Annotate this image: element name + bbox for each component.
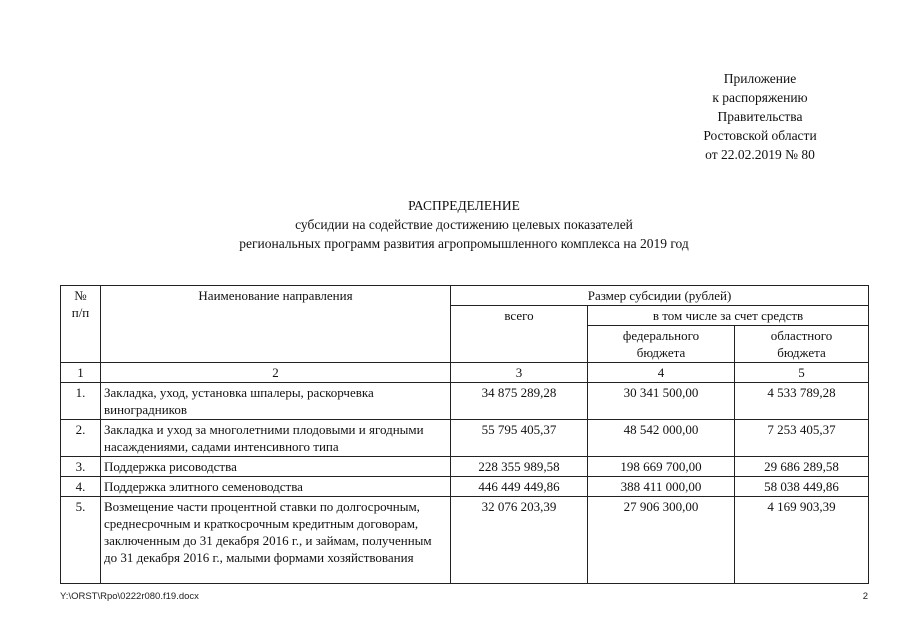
header-name-cell: Наименование направления bbox=[101, 286, 451, 363]
row-num-cell: 3. bbox=[61, 457, 101, 477]
column-number-cell: 4 bbox=[588, 363, 735, 383]
header-num-line: № bbox=[74, 288, 87, 303]
row-name-cell: Поддержка рисоводства bbox=[101, 457, 451, 477]
table-header-row bbox=[61, 286, 869, 306]
table-row bbox=[61, 383, 869, 420]
table-row bbox=[61, 420, 869, 457]
row-total-cell: 446 449 449,86 bbox=[451, 477, 588, 497]
row-federal-cell: 388 411 000,00 bbox=[588, 477, 735, 497]
row-num-cell: 5. bbox=[61, 497, 101, 584]
row-total-cell: 32 076 203,39 bbox=[451, 497, 588, 584]
row-num-cell: 1. bbox=[61, 383, 101, 420]
header-federal-line: бюджета bbox=[636, 345, 686, 360]
document-subtitle-line: региональных программ развития агропромышленного комплекса на 2019 год bbox=[239, 236, 689, 251]
row-federal-cell: 198 669 700,00 bbox=[588, 457, 735, 477]
row-federal-cell: 30 341 500,00 bbox=[588, 383, 735, 420]
row-total-cell: 55 795 405,37 bbox=[451, 420, 588, 457]
row-federal-cell: 48 542 000,00 bbox=[588, 420, 735, 457]
footer-file-path: Y:\ORST\Rpo\0222r080.f19.docx bbox=[60, 591, 199, 602]
row-regional-cell: 7 253 405,37 bbox=[735, 420, 869, 457]
row-regional-cell: 29 686 289,58 bbox=[735, 457, 869, 477]
document-title: РАСПРЕДЕЛЕНИЕ bbox=[408, 198, 520, 213]
row-num-cell: 4. bbox=[61, 477, 101, 497]
appendix-line: от 22.02.2019 № 80 bbox=[705, 147, 815, 162]
row-name-cell: Поддержка элитного семеноводства bbox=[101, 477, 451, 497]
row-federal-cell: 27 906 300,00 bbox=[588, 497, 735, 584]
footer-page-number: 2 bbox=[862, 591, 868, 602]
header-total-cell: всего bbox=[451, 306, 588, 363]
row-total-cell: 34 875 289,28 bbox=[451, 383, 588, 420]
row-name-cell: Возмещение части процентной ставки по долгосрочным, среднесрочным и краткосрочным кредитным договорам, заключенным до 31 декабря 2016 г., и займам, полученным до 31 декабря 2016 г., малыми формами хозяйствования bbox=[101, 497, 451, 584]
row-regional-cell: 4 533 789,28 bbox=[735, 383, 869, 420]
column-number-cell: 2 bbox=[101, 363, 451, 383]
header-regional-line: областного bbox=[770, 328, 833, 343]
header-num-line: п/п bbox=[71, 305, 90, 320]
column-number-cell: 1 bbox=[61, 363, 101, 383]
subsidy-table bbox=[60, 285, 869, 584]
column-number-cell: 3 bbox=[451, 363, 588, 383]
column-number-row bbox=[61, 363, 869, 383]
header-num-cell bbox=[61, 286, 101, 363]
table-row bbox=[61, 497, 869, 584]
table-row bbox=[61, 457, 869, 477]
row-total-cell: 228 355 989,58 bbox=[451, 457, 588, 477]
header-regional-cell bbox=[735, 326, 869, 363]
row-regional-cell: 58 038 449,86 bbox=[735, 477, 869, 497]
appendix-line: Ростовской области bbox=[703, 128, 817, 143]
row-regional-cell: 4 169 903,39 bbox=[735, 497, 869, 584]
document-heading bbox=[60, 196, 868, 253]
header-size-cell: Размер субсидии (рублей) bbox=[451, 286, 869, 306]
header-federal-line: федерального bbox=[622, 328, 700, 343]
appendix-line: Правительства bbox=[717, 109, 803, 124]
table-row bbox=[61, 477, 869, 497]
document-subtitle-line: субсидии на содействие достижению целевых показателей bbox=[295, 217, 633, 232]
appendix-line: к распоряжению bbox=[712, 90, 808, 105]
appendix-block bbox=[660, 69, 860, 164]
header-federal-cell bbox=[588, 326, 735, 363]
header-including-cell: в том числе за счет средств bbox=[588, 306, 869, 326]
header-regional-line: бюджета bbox=[777, 345, 826, 360]
row-num-cell: 2. bbox=[61, 420, 101, 457]
row-name-cell: Закладка, уход, установка шпалеры, раскорчевка виноградников bbox=[101, 383, 451, 420]
column-number-cell: 5 bbox=[735, 363, 869, 383]
appendix-line: Приложение bbox=[723, 71, 797, 86]
row-name-cell: Закладка и уход за многолетними плодовыми и ягодными насаждениями, садами интенсивного типа bbox=[101, 420, 451, 457]
